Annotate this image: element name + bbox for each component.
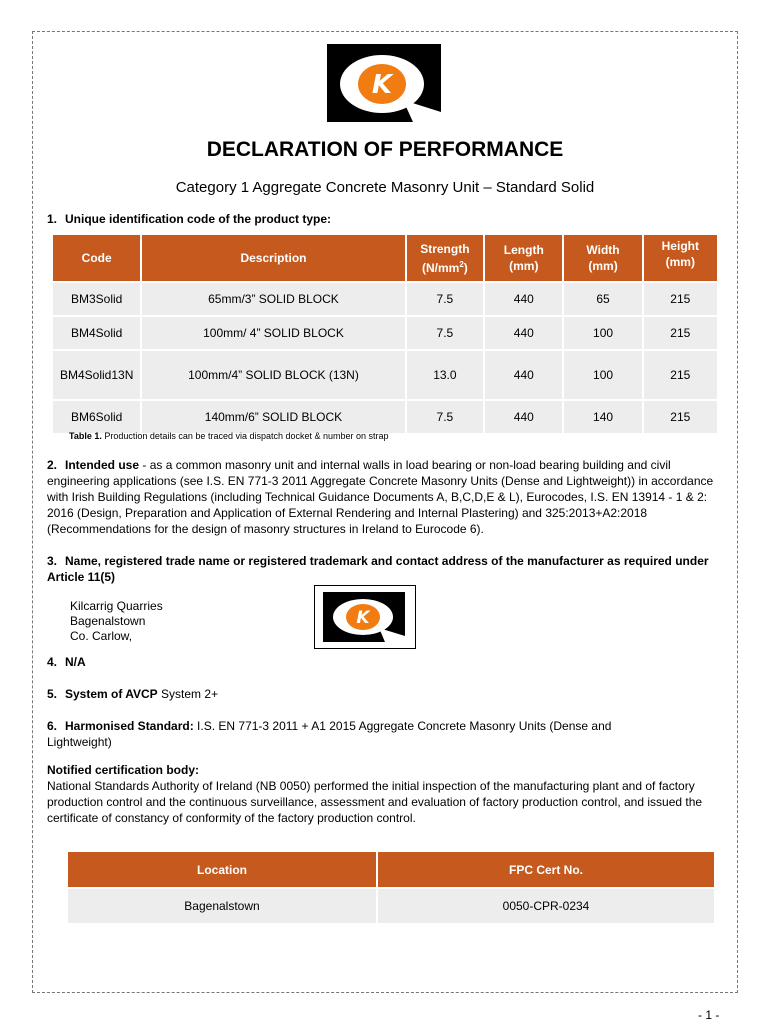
- strength-unit: $(N/mm^2)$: [421, 259, 468, 275]
- section-6: [47, 718, 677, 750]
- company-logo: [327, 44, 441, 122]
- caption-text: Production details can be traced via dispatch docket & number on strap: [104, 431, 389, 441]
- section-5: [47, 686, 218, 702]
- cell-description: 100mm/4” SOLID BLOCK (13N): [142, 351, 404, 399]
- cell-strength: 13.0: [407, 351, 484, 399]
- cell-length: 440: [485, 351, 562, 399]
- cell-code: BM6Solid: [53, 401, 140, 433]
- cell-strength: 7.5: [407, 283, 484, 315]
- cell-height: 215: [644, 351, 717, 399]
- cell-description: 140mm/6” SOLID BLOCK: [142, 401, 404, 433]
- width-unit: (mm): [588, 259, 618, 273]
- product-table: [51, 233, 719, 435]
- cell-cert: 0050-CPR-0234: [378, 889, 714, 923]
- document-title: DECLARATION OF PERFORMANCE: [206, 138, 564, 161]
- col-header-code: Code: [53, 235, 140, 281]
- cell-strength: 7.5: [407, 317, 484, 349]
- notified-heading: Notified certification body:: [47, 763, 200, 777]
- col-header-width: [564, 235, 641, 281]
- address-line: Co. Carlow,: [70, 629, 133, 643]
- section-title: System of AVCP: [65, 687, 158, 701]
- address-line: Bagenalstown: [70, 614, 146, 628]
- cell-height: 215: [644, 283, 717, 315]
- cell-width: 65: [564, 283, 641, 315]
- cell-description: 100mm/ 4” SOLID BLOCK: [142, 317, 404, 349]
- length-label: Length: [503, 243, 544, 257]
- cell-width: 100: [564, 351, 641, 399]
- cell-height: 215: [644, 317, 717, 349]
- table-row: [53, 283, 717, 315]
- manufacturer-address: [70, 599, 163, 644]
- section-number: 4.: [47, 655, 58, 669]
- cell-length: 440: [485, 317, 562, 349]
- section-number: 3.: [47, 554, 58, 568]
- section-title: Unique identification code of the product type:: [65, 212, 331, 226]
- height-label: Height: [661, 239, 699, 253]
- cell-code: BM4Solid13N: [53, 351, 140, 399]
- caption-label: Table 1.: [69, 431, 102, 441]
- col-header-description: Description: [142, 235, 404, 281]
- col-header-length: [485, 235, 562, 281]
- section-text: I.S. EN 771-3 2011 + A1 2015 Aggregate Concrete Masonry Units (Dense and Lightweight): [47, 719, 612, 749]
- section-number: 5.: [47, 687, 58, 701]
- cell-location: Bagenalstown: [68, 889, 376, 923]
- notified-body: [47, 762, 723, 826]
- section-title: Intended use: [65, 458, 140, 472]
- col-header-cert: FPC Cert No.: [378, 852, 714, 887]
- col-header-height: [644, 235, 717, 281]
- page-number: - 1 -: [698, 1008, 720, 1022]
- section-number: 6.: [47, 719, 58, 733]
- table-row: [68, 889, 714, 923]
- section-2: [47, 457, 723, 537]
- table-row: [53, 351, 717, 399]
- document-subtitle: Category 1 Aggregate Concrete Masonry Unit – Standard Solid: [175, 179, 595, 196]
- table-row: [53, 317, 717, 349]
- strength-label: Strength: [420, 241, 470, 256]
- table-row: [53, 401, 717, 433]
- section-title: Harmonised Standard:: [65, 719, 194, 733]
- section-title: N/A: [65, 655, 86, 669]
- table-caption: [69, 431, 389, 441]
- cell-description: 65mm/3” SOLID BLOCK: [142, 283, 404, 315]
- cell-width: 140: [564, 401, 641, 433]
- cell-code: BM3Solid: [53, 283, 140, 315]
- section-title: Name, registered trade name or registered trademark and contact address of the manufacturer as required under Article 11(5): [47, 554, 709, 584]
- section-number: 1.: [47, 212, 58, 226]
- section-text: - as a common masonry unit and internal walls in load bearing or non-load bearing building and civil engineering applications (see I.S. EN 771-3 2011 Aggregate Concrete Masonry Units (Dense and Lightweight)) in accordance with Irish Building Regulations (including Technical Guidance Documents A, B,C,D,E & L), Eurocodes, I.S. EN 13914 - 1 & 2: 2016 (Design, Preparation and Application of External Rendering and Internal Plastering) and 325:2013+A2:2018 (Recommendations for the design of masonry structures in Ireland to Eurocode 6).: [47, 458, 714, 536]
- width-label: Width: [586, 243, 620, 257]
- section-1-heading: [47, 211, 331, 227]
- section-number: 2.: [47, 458, 58, 472]
- cell-height: 215: [644, 401, 717, 433]
- col-header-strength: [407, 235, 484, 281]
- section-text: System 2+: [161, 687, 219, 701]
- section-4: [47, 654, 86, 670]
- notified-text: National Standards Authority of Ireland (NB 0050) performed the initial inspection of the manufacturing plant and of factory production control and the continuous surveillance, assessment and evaluation of factory production control, and issued the certificate of constancy of conformity of the factory production control.: [47, 779, 703, 825]
- company-logo-small: [323, 592, 405, 642]
- address-line: Kilcarrig Quarries: [70, 599, 163, 613]
- cell-width: 100: [564, 317, 641, 349]
- cell-length: 440: [485, 283, 562, 315]
- height-unit: (mm): [665, 255, 695, 269]
- logo-letter: K: [371, 70, 393, 100]
- logo-letter: K: [356, 608, 370, 628]
- cell-length: 440: [485, 401, 562, 433]
- cell-strength: 7.5: [407, 401, 484, 433]
- cell-code: BM4Solid: [53, 317, 140, 349]
- col-header-location: Location: [68, 852, 376, 887]
- fpc-table: [66, 850, 716, 925]
- section-3: [47, 553, 723, 585]
- length-unit: (mm): [509, 259, 539, 273]
